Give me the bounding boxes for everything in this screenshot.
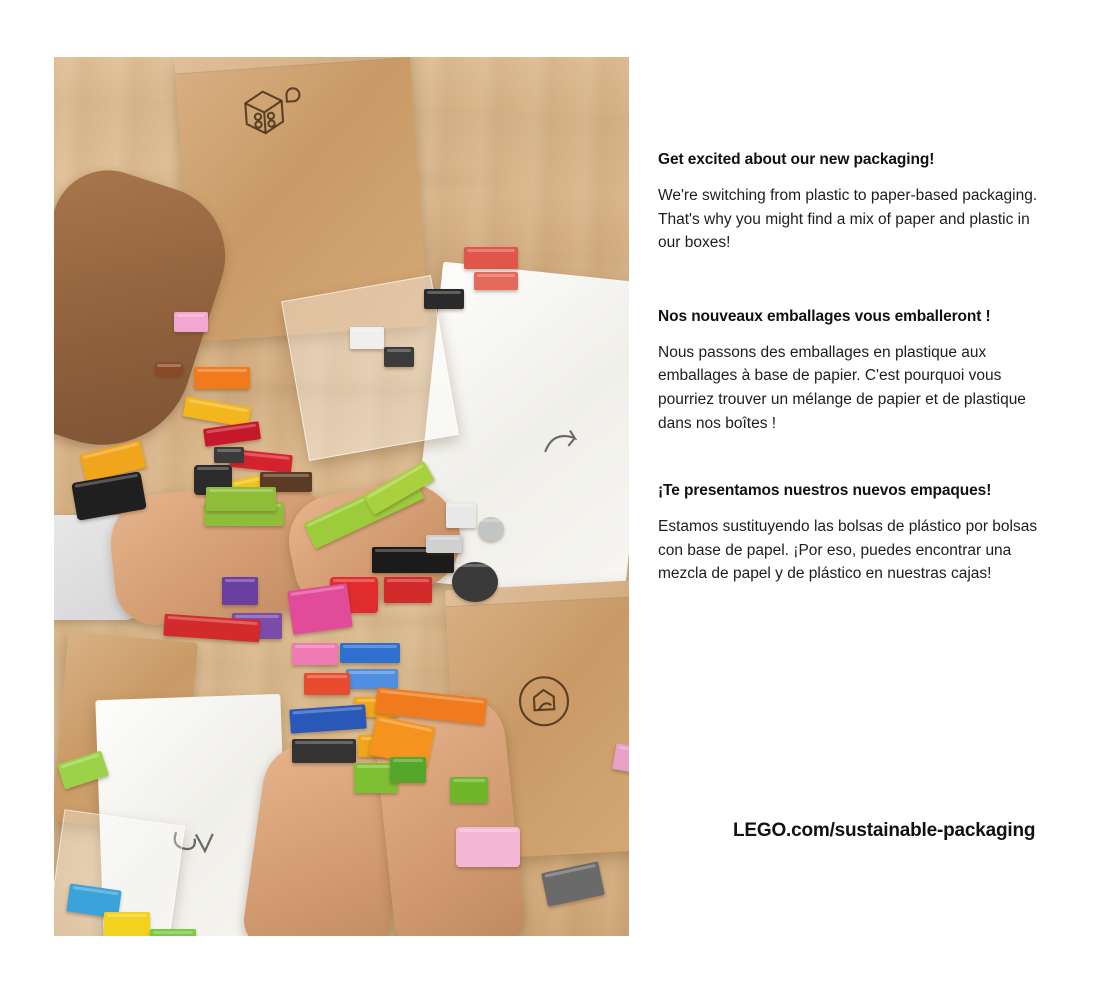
message-block-spanish xyxy=(658,481,1058,586)
lego-brick xyxy=(384,577,432,603)
hand-bag-icon xyxy=(511,669,576,734)
recycle-arrow-icon xyxy=(532,417,594,479)
lego-brick xyxy=(452,562,498,602)
lego-brick xyxy=(104,912,150,936)
lego-brick xyxy=(340,643,400,663)
lego-brick xyxy=(214,447,244,463)
lego-brick xyxy=(390,757,426,783)
lego-brick xyxy=(450,777,488,803)
lego-brick xyxy=(174,312,208,332)
lego-brick xyxy=(154,362,184,376)
lego-brick xyxy=(474,272,518,290)
lego-brick xyxy=(464,247,518,269)
lego-brick xyxy=(304,673,350,695)
heading-french: Nos nouveaux emballages vous emballeront ! xyxy=(658,307,991,325)
lego-brick xyxy=(346,669,398,689)
text-column xyxy=(658,57,1058,632)
lego-brick xyxy=(384,347,414,367)
body-spanish: Estamos sustituyendo las bolsas de plástico por bolsas con base de papel. ¡Por eso, puedes encontrar una mezcla de papel y de plástico en nuestras cajas! xyxy=(658,518,1038,583)
lego-brick xyxy=(350,327,384,349)
lego-brick xyxy=(478,517,504,541)
lego-brick xyxy=(426,535,462,553)
body-french: Nous passons des emballages en plastique aux emballages à base de papier. C'est pourquoi vous pourriez trouver un mélange de papier et de plastique dans nos boîtes ! xyxy=(658,343,1026,432)
lego-brick xyxy=(446,502,476,528)
heading-english: Get excited about our new packaging! xyxy=(658,151,935,168)
brick-in-bag-icon xyxy=(228,70,311,153)
body-english: We're switching from plastic to paper-based packaging. That's why you might find a mix of paper and plastic in our boxes! xyxy=(658,187,1038,252)
message-block-french xyxy=(658,307,1058,435)
lego-brick xyxy=(424,289,464,309)
lego-brick xyxy=(292,643,338,665)
sustainable-packaging-url[interactable]: LEGO.com/sustainable-packaging xyxy=(733,820,1036,841)
lego-brick xyxy=(456,827,520,867)
lego-brick xyxy=(287,583,353,635)
heading-spanish: ¡Te presentamos nuestros nuevos empaques! xyxy=(658,482,992,500)
message-block-english xyxy=(658,150,1058,255)
lego-brick xyxy=(150,929,196,936)
lego-brick xyxy=(292,739,356,763)
packaging-photo xyxy=(54,57,629,936)
lego-brick xyxy=(194,367,250,389)
lego-brick xyxy=(222,577,258,605)
lego-brick xyxy=(206,487,276,511)
